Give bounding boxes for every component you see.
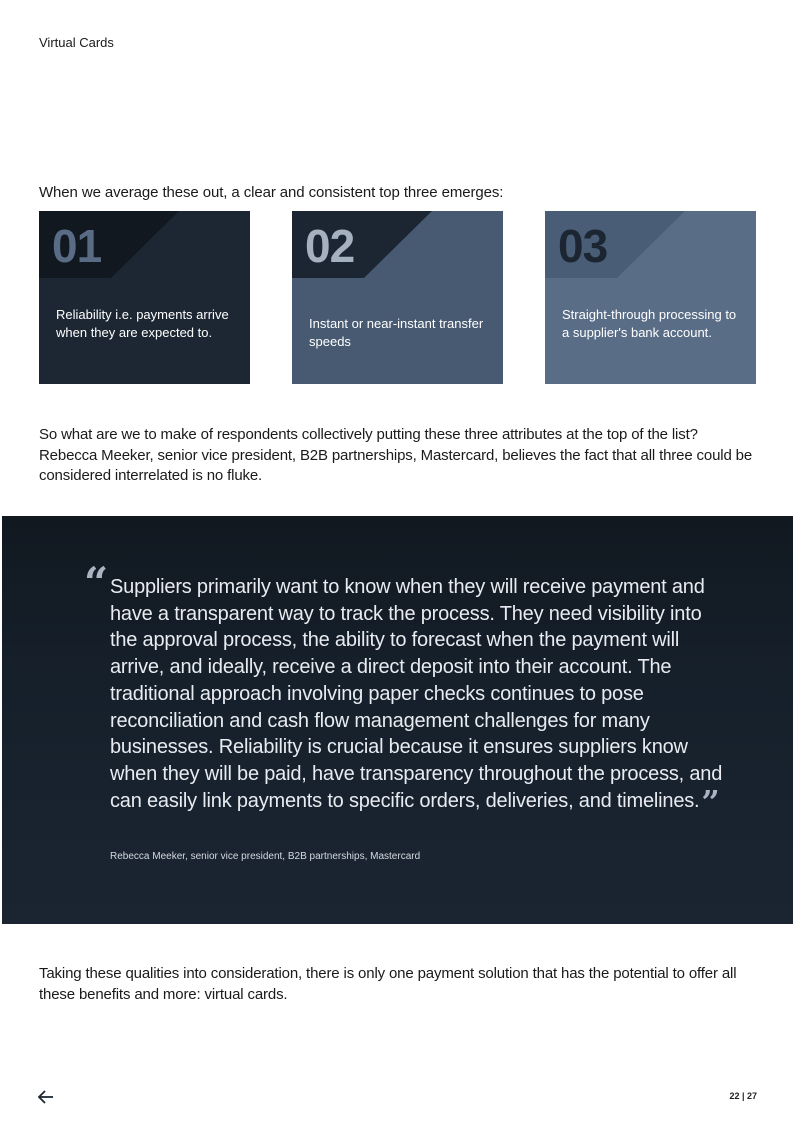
rank-description: Reliability i.e. payments arrive when they are expected to. (56, 307, 229, 340)
rank-number: 02 (305, 220, 355, 272)
quote-attribution: Rebecca Meeker, senior vice president, B2B partnerships, Mastercard (110, 851, 421, 862)
quote-body: Suppliers primarily want to know when they will receive payment and have a transparent way to track the process. They need visibility into the approval process, the ability to forecast when the payment will arrive, and ideally, receive a direct deposit into their account. The traditional approach involving paper checks continues to pose reconciliation and cash flow management challenges for many businesses. Reliability is crucial because it ensures suppliers know when they will be paid, have transparency throughout the process, and can easily link payments to specific orders, deliveries, and timelines. (110, 576, 723, 812)
arrow-left-icon (36, 1088, 56, 1106)
ranking-card-3 (545, 211, 756, 384)
rank-description: Instant or near-instant transfer speeds (309, 316, 484, 349)
ranking-card-1 (39, 211, 250, 384)
intro-text: When we average these out, a clear and consistent top three emerges: (39, 184, 504, 201)
back-button[interactable] (36, 1088, 56, 1106)
body-paragraph-1: So what are we to make of respondents collectively putting these three attributes at the top of the list? Rebecca Meeker, senior vice president, B2B partnerships, Mastercard, believes the fact that all three could be considered interrelated is no fluke. (39, 426, 753, 484)
rank-number: 03 (558, 220, 608, 272)
body-paragraph-2: Taking these qualities into consideration, there is only one payment solution that has the potential to offer all these benefits and more: virtual cards. (39, 965, 737, 1003)
open-quote-icon: “ (84, 558, 109, 607)
document-title: Virtual Cards (39, 35, 114, 50)
ranking-card-2 (292, 211, 503, 384)
close-quote-icon: ” (701, 782, 720, 821)
rank-description: Straight-through processing to a supplier's bank account. (562, 307, 737, 340)
rank-number: 01 (52, 220, 102, 272)
pull-quote-text (110, 574, 730, 821)
page-number: 22 | 27 (729, 1091, 757, 1101)
